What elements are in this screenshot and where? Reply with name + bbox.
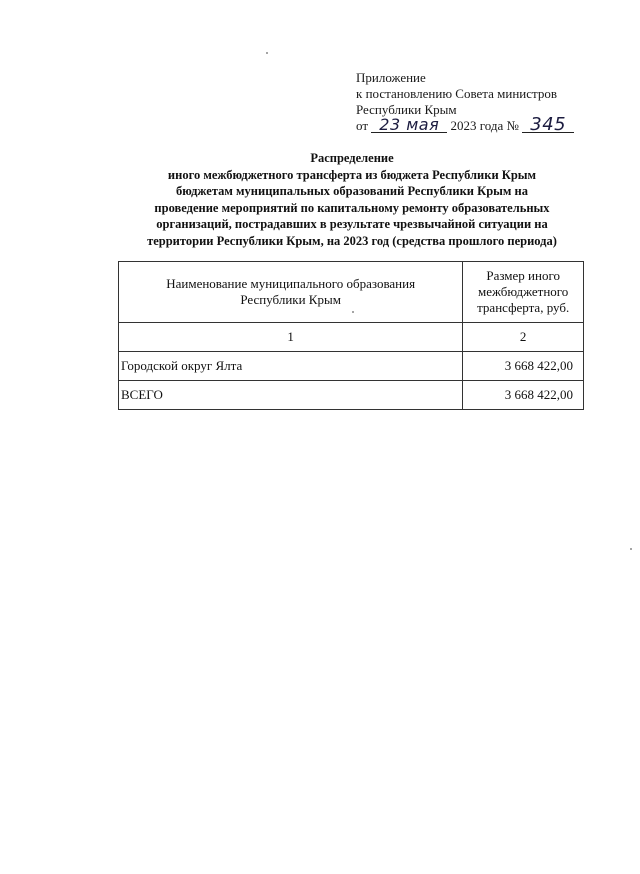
title-line-2: иного межбюджетного трансферта из бюджета Республики Крым xyxy=(167,167,537,182)
handwritten-date: 23 мая xyxy=(371,118,447,133)
distribution-table xyxy=(118,261,584,410)
table-row xyxy=(119,352,584,381)
appendix-decree-ref: к постановлению Совета министров xyxy=(356,86,557,101)
scan-speck xyxy=(266,52,268,54)
column-number-2: 2 xyxy=(463,323,584,352)
table-total-row xyxy=(119,381,584,410)
header-municipality-line2: Республики Крым xyxy=(240,292,341,307)
column-number-1: 1 xyxy=(119,323,463,352)
total-label: ВСЕГО xyxy=(119,381,463,410)
appendix-republic: Республики Крым xyxy=(356,102,457,117)
title-line-3: бюджетам муниципальных образований Республики Крым на xyxy=(175,184,528,198)
header-size-line3: трансферта, руб. xyxy=(477,300,570,315)
appendix-title: Приложение xyxy=(356,70,426,85)
handwritten-number: 345 xyxy=(522,118,574,133)
scan-speck xyxy=(630,548,632,550)
document-title xyxy=(110,150,594,249)
title-line-6: территории Республики Крым, на 2023 год (средства прошлого периода) xyxy=(147,233,557,248)
scan-speck xyxy=(352,311,354,313)
title-line-5: организаций, пострадавших в результате чрезвычайной ситуации на xyxy=(156,217,548,231)
appendix-date-line xyxy=(356,114,574,135)
table-header-row xyxy=(119,262,584,323)
year-text: 2023 года № xyxy=(450,118,519,133)
column-number-row xyxy=(119,323,584,352)
header-municipality xyxy=(119,262,463,323)
date-prefix: от xyxy=(356,118,369,133)
header-municipality-line1: Наименование муниципального образования xyxy=(166,276,416,291)
title-line-1: Распределение xyxy=(310,151,394,165)
header-transfer-size xyxy=(463,262,584,323)
appendix-header xyxy=(356,70,574,134)
title-line-4: проведение мероприятий по капитальному ремонту образовательных xyxy=(154,200,550,215)
header-size-line1: Размер иного xyxy=(486,268,560,283)
total-amount: 3 668 422,00 xyxy=(463,381,584,410)
row-municipality-name: Городской округ Ялта xyxy=(119,352,463,381)
row-transfer-amount: 3 668 422,00 xyxy=(463,352,584,381)
header-size-line2: межбюджетного xyxy=(477,284,569,299)
